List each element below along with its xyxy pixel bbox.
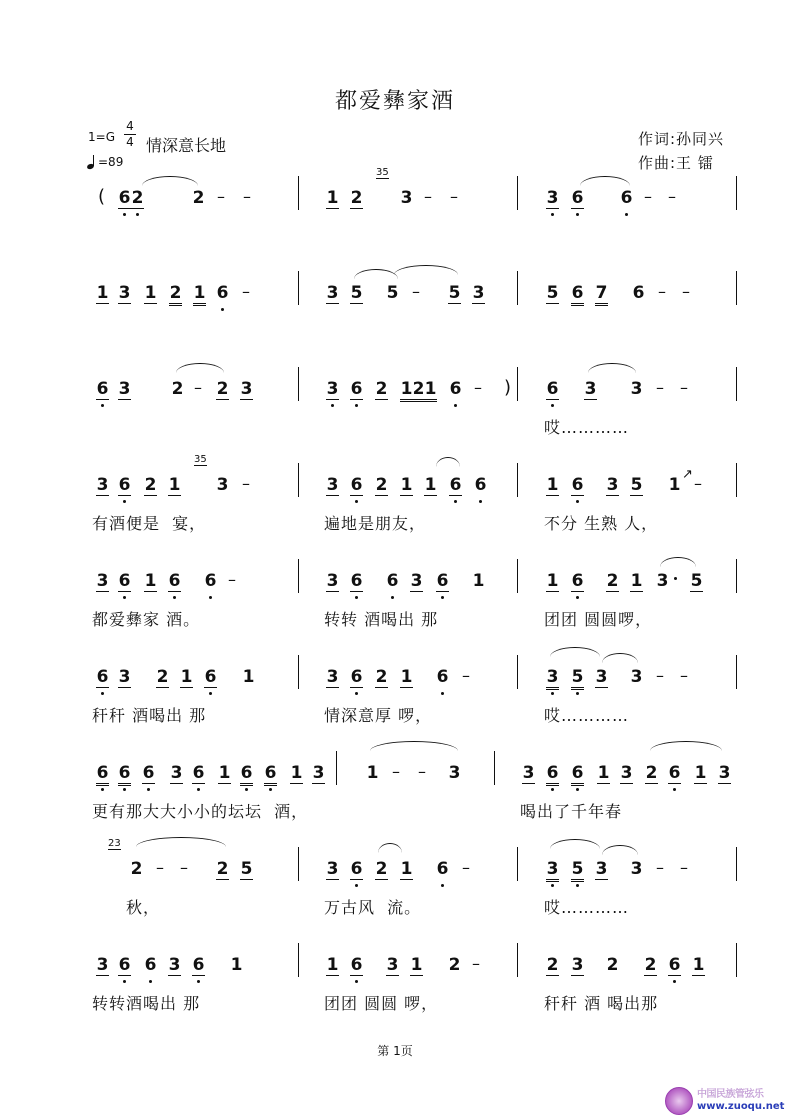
barline xyxy=(517,176,518,210)
expression-marking: 情深意长地 xyxy=(146,136,227,155)
quarter-note-icon xyxy=(87,155,95,169)
score-row-8: 23 2 – – 2 5 3 6 2 1 6 – 3 5 3 3 – – 秋， 万古风 流。 哎………… xyxy=(0,847,790,943)
tie xyxy=(142,176,198,186)
barline xyxy=(298,176,299,210)
song-title: 都爱彝家酒 xyxy=(334,89,455,114)
notes: ( 6 2 2 – – 1 2 35 3 – – 3 6 6 – – xyxy=(0,176,790,216)
lyricist-credit: 作词:孙同兴 xyxy=(638,130,725,148)
score-row-1 xyxy=(0,167,790,272)
page-number: 第 1页 xyxy=(377,1044,413,1058)
score-row-6: 6 3 2 1 6 1 3 6 2 1 6 – 3 5 3 3 – – 秆秆 酒喝出 那 情深意厚 啰， 哎………… xyxy=(0,655,790,751)
composer-credit: 作曲:王 镭 xyxy=(638,154,714,172)
score-row-5: 3 6 1 6 6 – 3 6 6 3 6 1 1 6 2 1 3 5 都爱彝家 酒。 转转 酒喝出 那 团团 圆圆啰， xyxy=(0,559,790,655)
score-row-4: 3 6 2 1 35 3 – 3 6 2 1 1 6 6 1 6 3 5 1 ↗ – 有酒便是 宴， 遍地是朋友， 不分 生熟 人， xyxy=(0,463,790,559)
key-signature: 1=G xyxy=(88,130,115,144)
logo-icon xyxy=(665,1087,693,1115)
grace-note: 35 xyxy=(376,167,389,178)
score-row-2: 1 3 1 2 1 6 – 3 5 5 – 5 3 5 6 7 6 – – xyxy=(0,271,790,367)
tempo-marking: =89 xyxy=(87,155,123,169)
score-row-3: 6 3 2 – 2 3 3 6 2 1 2 1 6 – ) 6 3 3 – – 哎………… xyxy=(0,367,790,463)
tie xyxy=(580,176,630,186)
site-watermark: 中国民族管弦乐 www.zuoqu.net xyxy=(665,1083,790,1119)
time-signature: 4 4 xyxy=(124,120,136,149)
barline xyxy=(736,176,737,210)
lyric: 哎………… xyxy=(544,418,630,437)
score-row-9: 3 6 6 3 6 1 1 6 3 1 2 – 2 3 2 2 6 1 转转酒喝出 那 团团 圆圆 啰， 秆秆 酒 喝出那 xyxy=(0,943,790,1039)
score-row-7: 6 6 6 3 6 1 6 6 1 3 1 – – 3 3 6 6 1 3 2 6 1 3 更有那大大小小的坛坛 酒， 喝出了千年春 xyxy=(0,751,790,847)
